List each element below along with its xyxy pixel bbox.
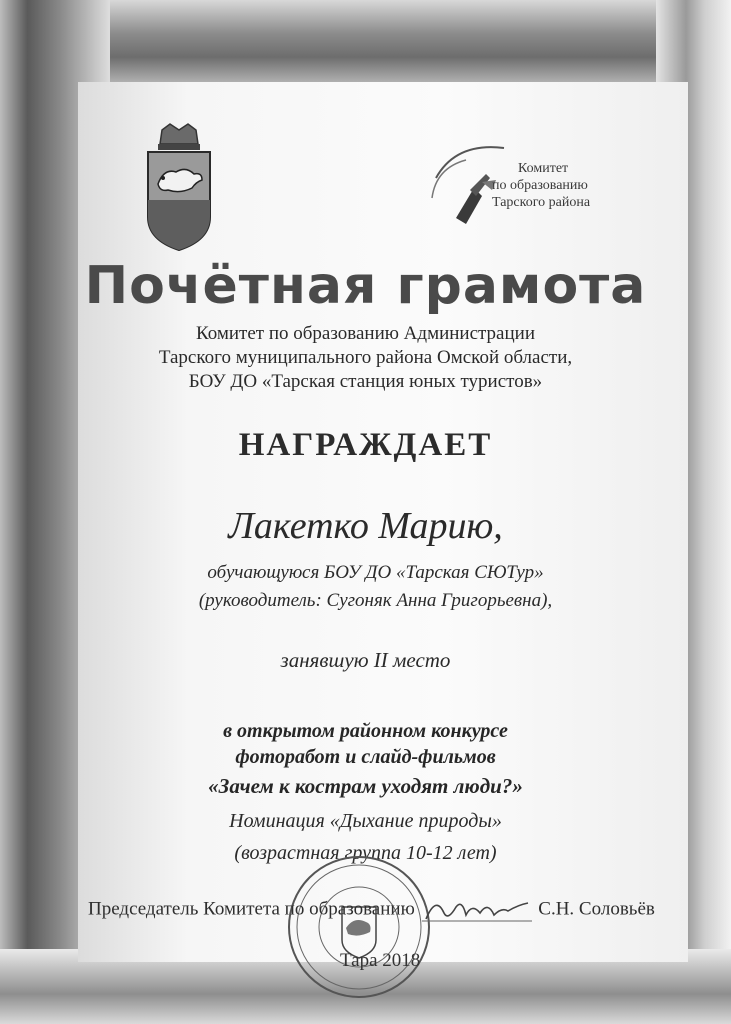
official-stamp-icon bbox=[284, 852, 434, 1002]
signature-line bbox=[88, 893, 655, 927]
signatory-name: С.Н. Соловьёв bbox=[538, 898, 655, 920]
logo-line-3: Тарского района bbox=[492, 195, 591, 210]
logo-text bbox=[492, 160, 632, 211]
contest-line-2: фоторабот и слайд-фильмов bbox=[235, 746, 496, 768]
issuer-line-3: БОУ ДО «Тарская станция юных туристов» bbox=[188, 371, 543, 392]
logo-line-1: Комитет bbox=[518, 161, 569, 176]
contest-line-3: «Зачем к кострам уходят люди?» bbox=[208, 774, 523, 798]
contest-line-1: в открытом районном конкурсе bbox=[223, 720, 508, 742]
place-text: занявшую II место bbox=[280, 648, 451, 672]
handwritten-signature-icon bbox=[422, 893, 532, 927]
issuer-line-1: Комитет по образованию Администрации bbox=[195, 323, 535, 344]
age-group-text: (возрастная группа 10-12 лет) bbox=[234, 842, 497, 864]
signatory-position: Председатель Комитета по образованию bbox=[88, 898, 415, 920]
recipient-student-of: обучающуюся БОУ ДО «Тарская СЮТур» bbox=[207, 562, 544, 583]
coat-of-arms-icon bbox=[140, 122, 218, 252]
issuer-line-2: Тарского муниципального района Омской области, bbox=[158, 347, 573, 368]
nomination-text: Номинация «Дыхание природы» bbox=[229, 810, 502, 832]
city-year: Тара 2018 bbox=[340, 950, 421, 971]
logo-line-2: по образованию bbox=[492, 178, 588, 193]
recipient-supervisor: (руководитель: Сугоняк Анна Григорьевна), bbox=[198, 590, 553, 611]
certificate-title: Почётная грамота bbox=[84, 256, 647, 316]
recipient-name: Лакетко Марию, bbox=[228, 505, 503, 547]
awards-heading: НАГРАЖДАЕТ bbox=[238, 427, 493, 463]
